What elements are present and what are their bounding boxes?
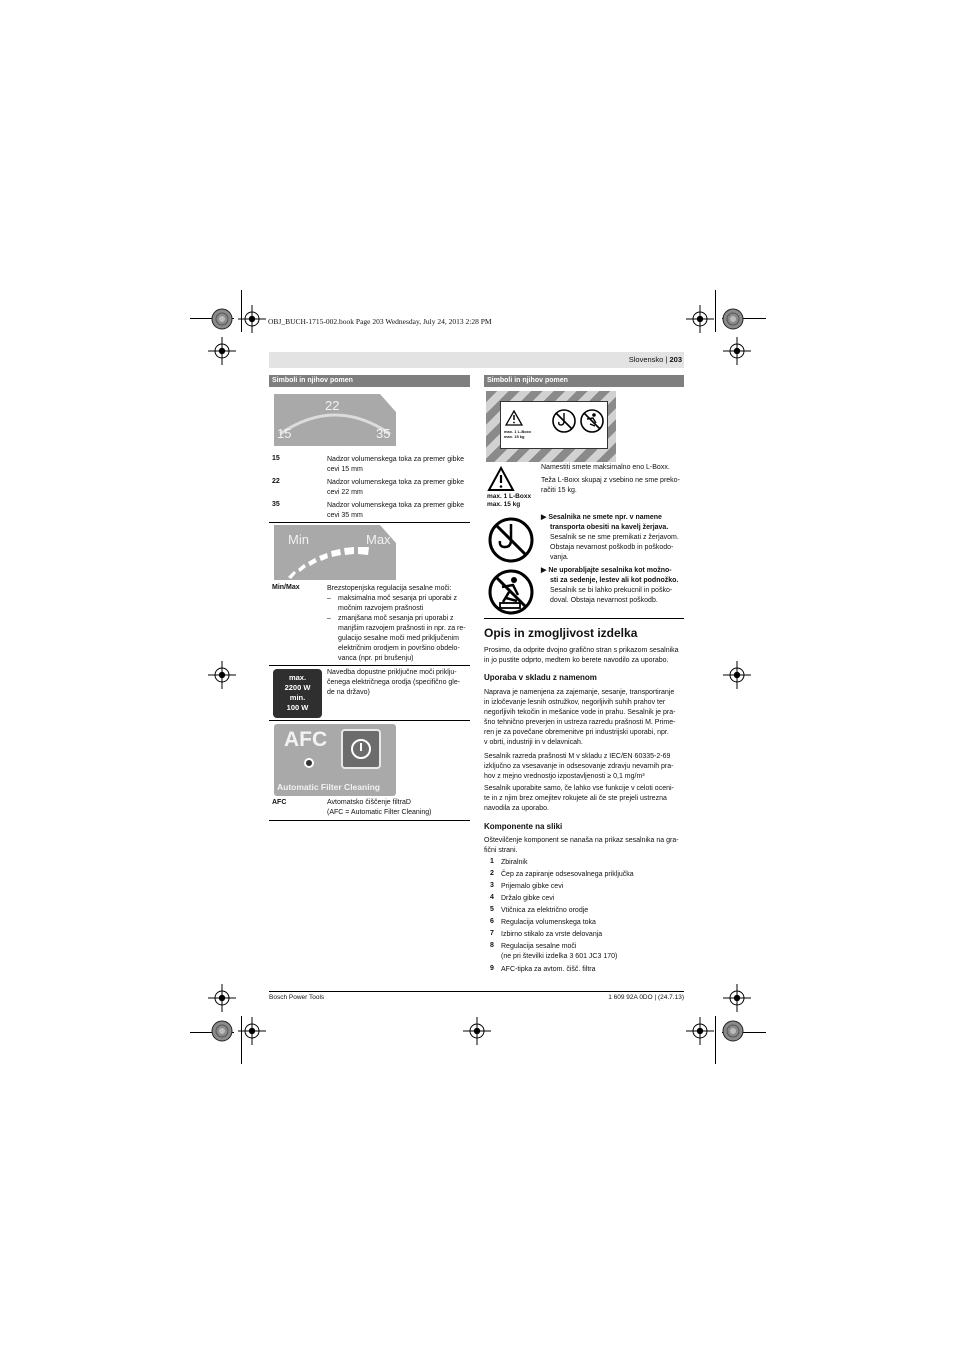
max-label: Max: [366, 532, 391, 547]
text-line: (ne pri številki izdelka 3 601 JC3 170): [501, 953, 618, 960]
list-item-number: 9: [490, 965, 494, 972]
afc-caption: Automatic Filter Cleaning: [277, 782, 380, 792]
afc-logo: AFC: [284, 728, 328, 751]
list-item-text: Regulacija volumenskega toka: [501, 919, 596, 926]
dial-label-22: 22: [325, 398, 340, 413]
text-line: Prosimo, da odprite dvojno grafično stran s prikazom sesalnika: [484, 647, 679, 654]
text-line: v obrti, industriji in v delavnicah.: [484, 739, 583, 746]
text-line: Obstaja nevarnost poškodb in poškodo-: [550, 544, 674, 551]
text-line: hov z mejno vrednostjo izpostavljenosti ≥ 0,1 mg/m³: [484, 773, 645, 780]
text-line: močnim razvojem prašnosti: [338, 605, 424, 612]
hose-item-label: 22: [272, 478, 280, 485]
list-item-number: 2: [490, 870, 494, 877]
hose-item: [272, 478, 472, 501]
minmax-bullet: [327, 594, 472, 614]
text-line: Sesalnika ne smete npr. v namene: [548, 514, 662, 521]
text-line: doval. Obstaja nevarnost poškodb.: [550, 597, 658, 604]
text-line: – zmanjšana moč sesanja pri uporabi z: [338, 615, 454, 622]
power-description: [327, 668, 472, 698]
list-item-number: 1: [490, 858, 494, 865]
badge-line: 2200 W: [284, 683, 311, 692]
minmax-description: [327, 584, 472, 664]
text-line: vanca (npr. pri brušenju): [338, 655, 414, 662]
lboxx-description: [541, 463, 686, 496]
text-line: – maksimalna moč sesanja pri uporabi z: [338, 595, 458, 602]
usage-paragraph: [484, 784, 686, 814]
list-item-text: AFC-tipka za avtom. čišč. filtra: [501, 966, 596, 973]
text-line: de na državo): [327, 689, 370, 696]
text-line: gulacijo sesalne moči med priključenim: [338, 635, 459, 642]
hose-item-desc: Nadzor volumenskega toka za premer gibke: [327, 502, 464, 509]
text-line: Ne uporabljajte sesalnika kot možno-: [548, 567, 672, 574]
usage-heading: Uporaba v skladu z namenom: [484, 673, 597, 682]
text-line: manjšim razvojem prašnosti in npr. za re-: [338, 625, 466, 632]
text-line: Sesalnik razreda prašnosti M v skladu z IEC/EN 60335-2-69: [484, 753, 671, 760]
no-crane-icon: [487, 516, 535, 564]
hose-items: [272, 455, 472, 524]
text-line: Naprava je namenjena za zajemanje, sesanje, transportiranje: [484, 689, 675, 696]
list-item-text: Izbirno stikalo za vrste delovanja: [501, 931, 603, 938]
minmax-intro: Brezstopenjska regulacija sesalne moči:: [327, 585, 452, 592]
no-crane-icon: [551, 408, 577, 434]
text-line: račiti 15 kg.: [541, 487, 577, 494]
divider: [269, 720, 470, 721]
hose-item-label: 15: [272, 455, 280, 462]
crane-warning: [541, 513, 686, 563]
list-item-text: Zbiralnik: [501, 859, 528, 866]
warning-label-graphic: [486, 391, 616, 462]
text-line: električnim orodjem in površino obdelo-: [338, 645, 460, 652]
hose-item-desc: Nadzor volumenskega toka za premer gibke: [327, 456, 464, 463]
hose-item-desc: Nadzor volumenskega toka za premer gibke: [327, 479, 464, 486]
footer-left: Bosch Power Tools: [269, 994, 325, 1001]
badge-line: 100 W: [286, 703, 309, 712]
power-rating-badge: [273, 669, 322, 718]
divider: [269, 665, 470, 666]
text-line: (AFC = Automatic Filter Cleaning): [327, 809, 432, 816]
page-header: [629, 355, 682, 364]
divider: [269, 522, 470, 523]
components-heading: Komponente na sliki: [484, 822, 563, 831]
list-item-text: Čep za zapiranje odsesovalnega priključka: [501, 871, 634, 878]
power-icon: [343, 731, 379, 767]
text-line: izključno za vsesavanje in odsesovanje zdravju nevarnih pra-: [484, 763, 674, 770]
afc-description: [327, 798, 472, 818]
footer-right: 1 609 92A 0DO | (24.7.13): [608, 994, 684, 1001]
footer-rule: [269, 991, 684, 992]
afc-graphic: [274, 724, 396, 796]
text-line: fični strani.: [484, 847, 518, 854]
list-item: [484, 858, 686, 870]
text-line: Avtomatsko čiščenje filtraD: [327, 799, 411, 806]
section-band-left: Simboli in njihov pomen: [269, 375, 470, 387]
warning-triangle-icon: [487, 466, 515, 492]
list-item-text: Prijemalo gibke cevi: [501, 883, 564, 890]
list-item-text: Držalo gibke cevi: [501, 895, 555, 902]
crane-warning-body: [541, 533, 686, 563]
text-line: Navedba dopustne priključne moči priklju-: [327, 669, 457, 676]
list-item: [484, 918, 686, 930]
text-line: in jo pustite odprto, medtem ko berete navodilo za uporabo.: [484, 657, 669, 664]
text-line: Regulacija sesalne moči: [501, 943, 577, 950]
list-item: [484, 930, 686, 942]
text-line: Sesalnik se ne sme premikati z žerjavom.: [550, 534, 679, 541]
hose-item: [272, 455, 472, 478]
components-intro: [484, 836, 686, 856]
lboxx-symbol-text: [487, 493, 531, 509]
minmax-bullet: [327, 614, 472, 664]
list-item-text: Vtičnica za električno orodje: [501, 907, 589, 914]
text-line: Namestiti smete maksimalno eno L-Boxx.: [541, 464, 670, 471]
text-line: sti za sedenje, lestev ali kot podnožko.: [550, 577, 679, 584]
hose-item-desc: cevi 35 mm: [327, 512, 363, 519]
page-number: 203: [669, 355, 682, 364]
mini-label: [504, 429, 531, 439]
text-line: max. 1 L-Boxx: [487, 493, 532, 500]
text-line: max. 15 kg: [504, 434, 525, 439]
usage-paragraph: [484, 752, 686, 782]
badge-line: max.: [288, 673, 307, 682]
crane-warning-title: [541, 513, 686, 533]
badge-line: min.: [289, 693, 306, 702]
sit-warning: [541, 566, 686, 606]
afc-indicator: [304, 758, 314, 768]
sit-warning-title: [541, 566, 686, 586]
text-line: šno tehnično preverjen in ustreza razredu prašnosti M. Prime-: [484, 719, 676, 726]
no-sitting-icon: [487, 568, 535, 616]
list-item: [484, 882, 686, 894]
list-item: [484, 894, 686, 906]
text-line: Oštevilčenje komponent se nanaša na prikaz sesalnika na gra-: [484, 837, 679, 844]
text-line: transporta obesiti na kavelj žerjava.: [550, 524, 669, 531]
intro-paragraph: [484, 646, 686, 666]
list-item-number: 7: [490, 930, 494, 937]
hose-item-desc: cevi 15 mm: [327, 466, 363, 473]
hose-item-desc: cevi 22 mm: [327, 489, 363, 496]
sit-warning-body: [541, 586, 686, 606]
text-line: navodila za uporabo.: [484, 805, 549, 812]
label-panel: [500, 401, 608, 449]
text-line: Sesalnik uporabite samo, če lahko vse funkcije v celoti oceni-: [484, 785, 674, 792]
hose-item-label: 35: [272, 501, 280, 508]
section-band-right: Simboli in njihov pomen: [484, 375, 684, 387]
usage-paragraph: [484, 688, 686, 748]
minmax-label: Min/Max: [272, 584, 300, 591]
list-item: [484, 870, 686, 882]
header-language: Slovensko: [628, 355, 664, 364]
section-heading: Opis in zmogljivost izdelka: [484, 626, 638, 640]
afc-label: AFC: [272, 799, 287, 806]
text-line: vanja.: [550, 554, 569, 561]
hose-item: [272, 501, 472, 524]
text-line: max. 1 L-Boxx: [504, 429, 532, 434]
text-line: ▶ Ne uporabljajte sesalnika kot možno-: [541, 567, 672, 574]
min-label: Min: [288, 532, 309, 547]
flow-dial-graphic: [274, 394, 396, 446]
warning-triangle-icon: [505, 410, 523, 426]
list-item: [484, 965, 686, 977]
dial-label-35: 35: [376, 426, 391, 441]
text-line: in izločevanje lesnih ostružkov, negorljivih suhih prahov ter: [484, 699, 666, 706]
header-separator: |: [665, 355, 668, 364]
minmax-graphic: [274, 525, 396, 580]
no-sitting-icon: [579, 408, 605, 434]
text-line: ren je za povečane obremenitve pri industrijski uporabi, npr.: [484, 729, 669, 736]
text-line: max. 15 kg: [487, 501, 521, 508]
list-item-number: 5: [490, 906, 494, 913]
page-header-bar: [269, 352, 684, 368]
afc-button: [341, 729, 381, 769]
list-item-number: 3: [490, 882, 494, 889]
text-line: Teža L-Boxx skupaj z vsebino ne sme preko-: [541, 477, 680, 484]
list-item-number: 8: [490, 942, 494, 949]
divider: [269, 820, 470, 821]
list-item: [484, 942, 686, 965]
list-item-number: 4: [490, 894, 494, 901]
divider: [484, 618, 684, 619]
text-line: te in z njim brez omejitev rokujete ali če ste prejeli ustrezna: [484, 795, 667, 802]
dial-label-15: 15: [277, 426, 292, 441]
list-item-number: 6: [490, 918, 494, 925]
file-info: OBJ_BUCH-1715-002.book Page 203 Wednesday, July 24, 2013 2:28 PM: [268, 317, 492, 326]
text-line: Sesalnik se bi lahko prekucnil in poško-: [550, 587, 673, 594]
text-line: čenega električnega orodja (specifično gle-: [327, 679, 461, 686]
text-line: ▶ Sesalnika ne smete npr. v namene: [541, 514, 662, 521]
list-item-text: [501, 942, 617, 962]
list-item: [484, 906, 686, 918]
components-list: [484, 858, 686, 977]
text-line: negorljivih tekočin in mešanice vode in prahu. Sesalnik je pra-: [484, 709, 676, 716]
